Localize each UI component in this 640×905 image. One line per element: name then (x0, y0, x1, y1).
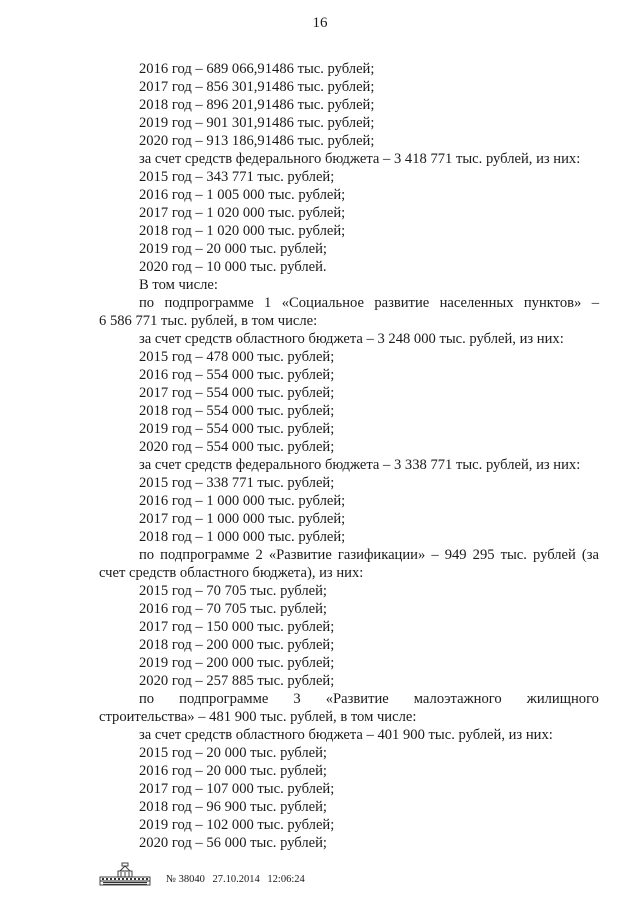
text-line: 2016 год – 689 066,91486 тыс. рублей; (139, 61, 375, 77)
building-seal-icon (98, 862, 152, 888)
text-line: 2015 год – 20 000 тыс. рублей; (139, 745, 327, 761)
text-line (99, 690, 599, 708)
text-line: за счет средств федерального бюджета – 3 418 771 тыс. рублей, из них: (139, 151, 581, 167)
word: малоэтажного (413, 691, 502, 707)
text-line: за счет средств федерального бюджета – 3 338 771 тыс. рублей, из них: (139, 457, 581, 473)
page-number: 16 (312, 15, 328, 31)
text-line: по подпрограмме 1 «Социальное развитие населенных пунктов» – (139, 295, 599, 311)
text-line: 2017 год – 554 000 тыс. рублей; (139, 385, 335, 401)
text-line: строительства» – 481 900 тыс. рублей, в том числе: (99, 709, 417, 725)
text-line: 2019 год – 200 000 тыс. рублей; (139, 655, 335, 671)
text-line: 2018 год – 896 201,91486 тыс. рублей; (139, 97, 375, 113)
word: по (139, 691, 155, 707)
text-line: 2016 год – 1 000 000 тыс. рублей; (139, 493, 346, 509)
text-line: 2018 год – 200 000 тыс. рублей; (139, 637, 335, 653)
text-line: 2019 год – 102 000 тыс. рублей; (139, 817, 335, 833)
text-line: 2017 год – 856 301,91486 тыс. рублей; (139, 79, 375, 95)
text-line: 2020 год – 554 000 тыс. рублей; (139, 439, 335, 455)
document-body (99, 60, 599, 852)
text-line: 2019 год – 901 301,91486 тыс. рублей; (139, 115, 375, 131)
text-line: 2016 год – 1 005 000 тыс. рублей; (139, 187, 346, 203)
registration-date: 27.10.2014 (212, 874, 260, 885)
registration-number: № 38040 (166, 874, 205, 885)
text-line: 2020 год – 913 186,91486 тыс. рублей; (139, 133, 375, 149)
text-line: 2017 год – 150 000 тыс. рублей; (139, 619, 335, 635)
text-line: по подпрограмме 2 «Развитие газификации» – 949 295 тыс. рублей (за (139, 547, 599, 563)
text-line: 2017 год – 1 020 000 тыс. рублей; (139, 205, 346, 221)
text-line: 2020 год – 257 885 тыс. рублей; (139, 673, 335, 689)
document-footer (98, 862, 305, 888)
text-line: 2015 год – 478 000 тыс. рублей; (139, 349, 335, 365)
text-line: 2018 год – 1 000 000 тыс. рублей; (139, 529, 346, 545)
registration-time: 12:06:24 (267, 874, 305, 885)
text-line: 2015 год – 343 771 тыс. рублей; (139, 169, 335, 185)
text-line: 2015 год – 70 705 тыс. рублей; (139, 583, 327, 599)
word: 3 (293, 691, 301, 707)
text-line: 2015 год – 338 771 тыс. рублей; (139, 475, 335, 491)
text-line: 2016 год – 70 705 тыс. рублей; (139, 601, 327, 617)
registration-stamp (166, 874, 305, 888)
text-line: 2017 год – 1 000 000 тыс. рублей; (139, 511, 346, 527)
text-line: 2018 год – 96 900 тыс. рублей; (139, 799, 327, 815)
text-line: 2016 год – 20 000 тыс. рублей; (139, 763, 327, 779)
text-line: за счет средств областного бюджета – 3 248 000 тыс. рублей, из них: (139, 331, 564, 347)
text-line: 2018 год – 1 020 000 тыс. рублей; (139, 223, 346, 239)
text-line: 2017 год – 107 000 тыс. рублей; (139, 781, 335, 797)
word: подпрограмме (179, 691, 269, 707)
text-line: В том числе: (139, 277, 218, 293)
text-line: 6 586 771 тыс. рублей, в том числе: (99, 313, 318, 329)
text-line: счет средств областного бюджета), из них: (99, 565, 364, 581)
text-line: 2016 год – 554 000 тыс. рублей; (139, 367, 335, 383)
text-line: 2019 год – 554 000 тыс. рублей; (139, 421, 335, 437)
text-line: 2018 год – 554 000 тыс. рублей; (139, 403, 335, 419)
text-line: 2019 год – 20 000 тыс. рублей; (139, 241, 327, 257)
word: «Развитие (325, 691, 389, 707)
text-line: 2020 год – 56 000 тыс. рублей; (139, 835, 327, 851)
word: жилищного (526, 691, 599, 707)
text-line: 2020 год – 10 000 тыс. рублей. (139, 259, 327, 275)
text-line: за счет средств областного бюджета – 401 900 тыс. рублей, из них: (139, 727, 553, 743)
